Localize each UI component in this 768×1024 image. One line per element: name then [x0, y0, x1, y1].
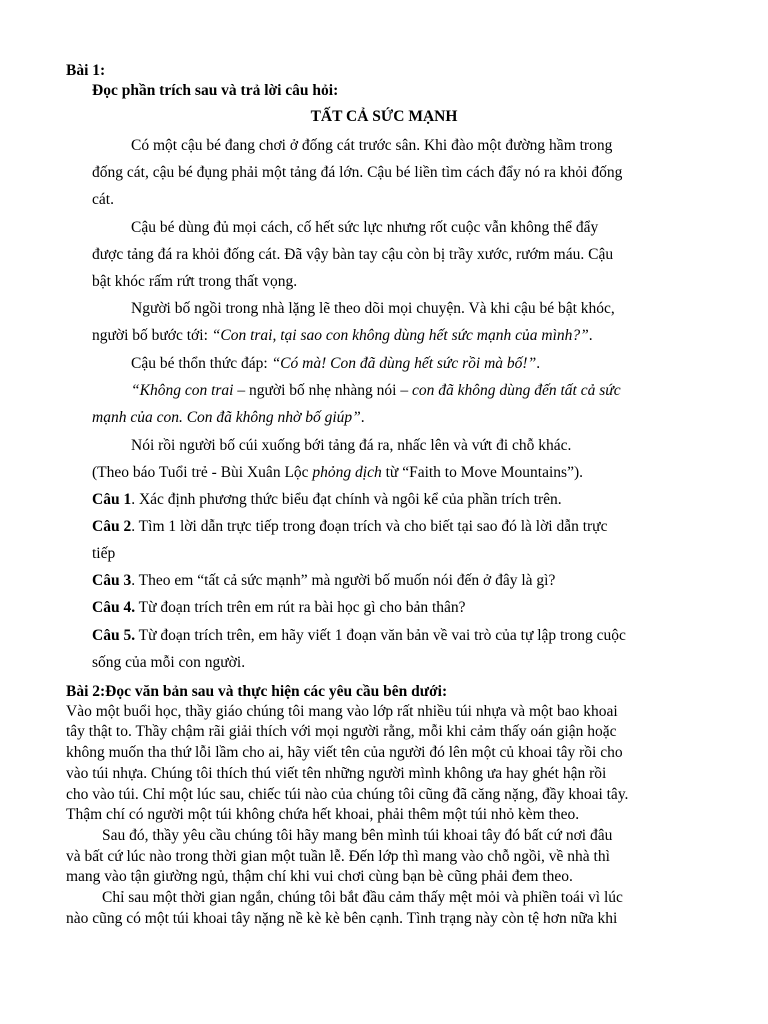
p4-end: . — [536, 355, 541, 372]
source-line — [92, 463, 583, 483]
question-label: Câu 1 — [92, 491, 132, 508]
bai2-line: nào cũng có một túi khoai tây nặng nề kè kè bên cạnh. Tình trạng này còn tệ hơn nữa khi — [66, 910, 618, 927]
question-label: Câu 3 — [92, 572, 132, 589]
question-text: . Theo em “tất cả sức mạnh” mà người bố muốn nói đến ở đây là gì? — [131, 572, 556, 589]
p5-quote-c: mạnh của con. Con đã không nhờ bố giúp” — [92, 409, 361, 426]
p6-line: Nói rồi người bố cúi xuống bới tảng đá ra, nhấc lên và vứt đi chỗ khác. — [131, 437, 572, 454]
question-label: Câu 2 — [92, 518, 132, 535]
bai2-line: Thậm chí có người một túi không chứa hết khoai, phải thêm một túi nhỏ kèm theo. — [66, 806, 580, 823]
source-end: từ “Faith to Move Mountains”). — [381, 464, 583, 481]
p4-line — [131, 354, 540, 374]
bai1-heading: Bài 1: — [66, 62, 106, 79]
p4-quote: “Có mà! Con đã dùng hết sức rồi mà bố!” — [271, 355, 537, 372]
bai1-instruction: Đọc phần trích sau và trả lời câu hỏi: — [92, 82, 339, 99]
bai2-line: và bất cứ lúc nào trong thời gian một tuần lễ. Đến lớp thì mang vào chỗ ngồi, về nhà thì — [66, 848, 610, 865]
p5-mid: – người bố nhẹ nhàng nói – — [233, 382, 412, 399]
question-text: . Tìm 1 lời dẫn trực tiếp trong đoạn trích và cho biết tại sao đó là lời dẫn trực — [131, 518, 608, 535]
p5-line — [131, 381, 621, 401]
p3-end: . — [588, 327, 593, 344]
source-italic: phỏng dịch — [312, 464, 382, 481]
bai2-heading: Bài 2:Đọc văn bản sau và thực hiện các yêu cầu bên dưới: — [66, 683, 448, 700]
question-5-cont: sống của mỗi con người. — [92, 654, 246, 671]
p1-line: đống cát, cậu bé đụng phải một tảng đá lớn. Cậu bé liền tìm cách đẩy nó ra khỏi đống — [92, 164, 623, 181]
question-2-cont: tiếp — [92, 545, 116, 562]
bai2-line: mang vào tận giường ngủ, thậm chí khi vui chơi cùng bạn bè cũng phải đem theo. — [66, 868, 573, 885]
p3-quote: “Con trai, tại sao con không dùng hết sức mạnh của mình?” — [211, 327, 589, 344]
bai2-line: Chỉ sau một thời gian ngắn, chúng tôi bắt đầu cảm thấy mệt mỏi và phiền toái vì lúc — [102, 889, 623, 906]
question-text: . Xác định phương thức biểu đạt chính và ngôi kể của phần trích trên. — [131, 491, 562, 508]
p4-lead: Cậu bé thổn thức đáp: — [131, 355, 272, 372]
question-1 — [92, 490, 562, 510]
question-5 — [92, 626, 626, 646]
p3-line — [92, 326, 593, 346]
p3-lead: người bố bước tới: — [92, 327, 212, 344]
bai2-line: Vào một buổi học, thầy giáo chúng tôi mang vào lớp rất nhiều túi nhựa và một bao khoai — [66, 703, 618, 720]
question-label: Câu 5. — [92, 627, 136, 644]
question-4 — [92, 598, 466, 618]
p5-quote-b: con đã không dùng đến tất cả sức — [411, 382, 621, 399]
question-3 — [92, 571, 555, 591]
bai2-line: tây thật to. Thầy chậm rãi giải thích với mọi người rằng, mỗi khi cảm thấy oán giận hoặc — [66, 723, 617, 740]
p2-line: được tảng đá ra khỏi đống cát. Đã vậy bàn tay cậu còn bị trầy xước, rướm máu. Cậu — [92, 246, 614, 263]
bai2-line: Sau đó, thầy yêu cầu chúng tôi hãy mang bên mình túi khoai tây đó bất cứ nơi đâu — [102, 827, 613, 844]
p5-quote-a: “Không con trai — [131, 382, 234, 399]
question-text: Từ đoạn trích trên em rút ra bài học gì cho bản thân? — [135, 599, 466, 616]
bai2-line: vào túi nhựa. Chúng tôi thích thú viết tên những người mình không ưa hay ghét hận rồi — [66, 765, 607, 782]
p1-line: cát. — [92, 191, 114, 208]
question-text: Từ đoạn trích trên, em hãy viết 1 đoạn văn bản về vai trò của tự lập trong cuộc — [135, 627, 626, 644]
story-title: TẤT CẢ SỨC MẠNH — [310, 108, 458, 125]
source-lead: (Theo báo Tuổi trẻ - Bùi Xuân Lộc — [92, 464, 313, 481]
bai2-line: cho vào túi. Chỉ một lúc sau, chiếc túi nào của chúng tôi cũng đã căng nặng, đầy khoai tây. — [66, 786, 629, 803]
p2-line: Cậu bé dùng đủ mọi cách, cố hết sức lực nhưng rốt cuộc vẫn không thể đẩy — [131, 219, 599, 236]
question-2 — [92, 517, 607, 537]
bai2-line: không muốn tha thứ lỗi lầm cho ai, hãy viết tên của người đó lên một củ khoai tây rồi cho — [66, 744, 623, 761]
p2-line: bật khóc rấm rứt trong thất vọng. — [92, 273, 298, 290]
p5-end: . — [360, 409, 365, 426]
p3-line: Người bố ngồi trong nhà lặng lẽ theo dõi mọi chuyện. Và khi cậu bé bật khóc, — [131, 300, 615, 317]
p5-line — [92, 408, 365, 428]
p1-line: Có một cậu bé đang chơi ở đống cát trước sân. Khi đào một đường hầm trong — [131, 137, 613, 154]
question-label: Câu 4. — [92, 599, 136, 616]
